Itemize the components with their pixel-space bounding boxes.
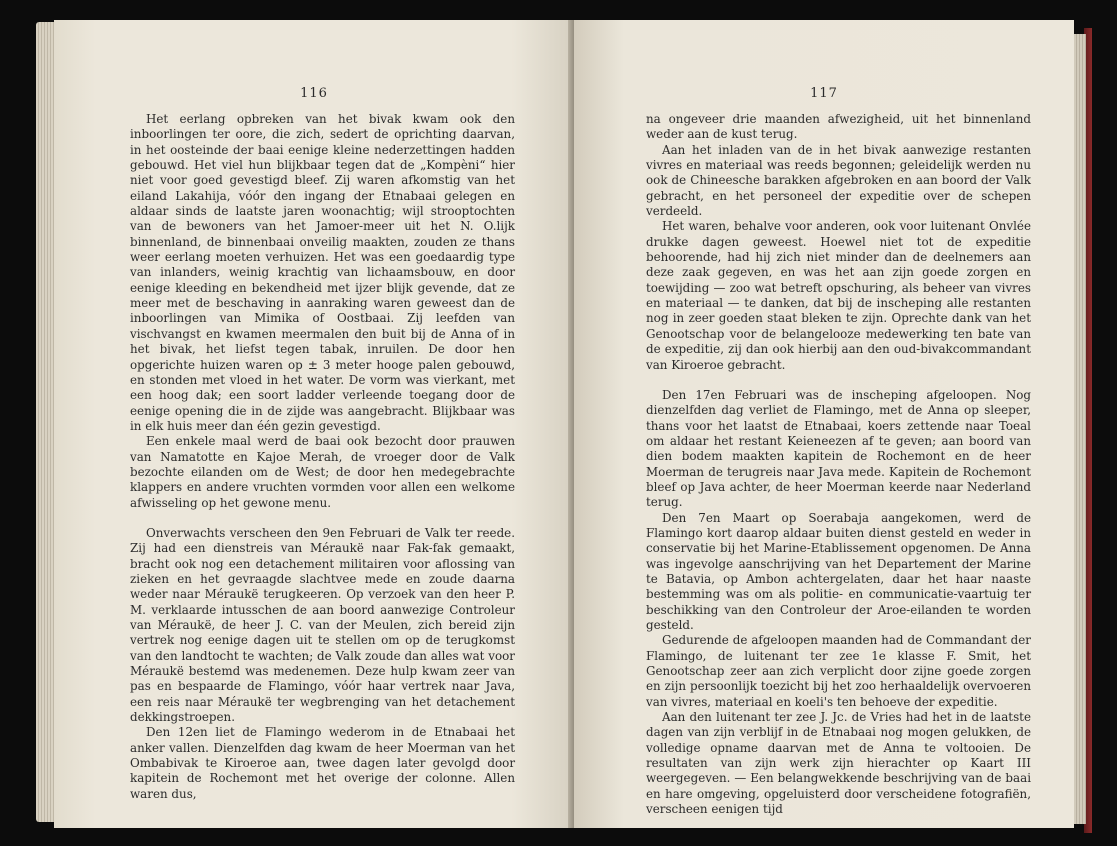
right-page-text xyxy=(646,112,1031,817)
paragraph: Het eerlang opbreken van het bivak kwam ook den inboorlingen ter oore, die zich, sedert de oprichting daarvan, in het oosteinde der baai eenige kleine nederzettingen hadden gebouwd. Het viel hun blijkbaar tegen dat de „Kompèni“ hier niet voor goed gevestigd bleef. Zij waren afkomstig van het eiland Lakahija, vóór den ingang der Etnabaai gelegen en aldaar sinds de laatste jaren woonachtig; wijl strooptochten van de bewoners van het Jamoer-meer uit het N. O.lijk binnenland, de binnenbaai onveilig maakten, zouden ze thans weer eerlang moeten verhuizen. Het was een goedaardig type van inlanders, weinig krachtig van lichaamsbouw, en door eenige kleeding en bekendheid met ijzer blijk gevende, dat ze meer met de beschaving in aanraking waren geweest dan de inboorlingen van Mimika of Oostbaai. Zij leefden van vischvangst en kwamen meermalen den buit bij de Anna of in het bivak, het liefst tegen tabak, inruilen. De door hen opgerichte huizen waren op ± 3 meter hooge palen gebouwd, en stonden met vloed in het water. De vorm was vierkant, met een hoog dak; een soort ladder verleende toegang door de eenige opening die in de zijde was aangebracht. Blijkbaar was in elk huis meer dan één gezin gevestigd. xyxy=(130,112,515,433)
paragraph: Het waren, behalve voor anderen, ook voor luitenant Onvlée drukke dagen geweest. Hoewel niet tot de expeditie behoorende, had hij zich niet minder dan de deelnemers aan deze zaak gegeven, en was het aan zijn goede zorgen en toewijding — zoo wat betreft opschuring, als beheer van vivres en materiaal — te danken, dat bij de inscheping alle restanten nog in zeer goeden staat bleken te zijn. Oprechte dank van het Genootschap voor de belangelooze medewerking ten bate van de expeditie, zij dan ook hierbij aan den oud-bivakcommandant van Kiroeroe gebracht. xyxy=(646,219,1031,372)
paragraph: na ongeveer drie maanden afwezigheid, uit het binnenland weder aan de kust terug. xyxy=(646,112,1031,142)
left-page-edges xyxy=(36,22,56,822)
page-number-right: 117 xyxy=(810,86,838,101)
paragraph: Gedurende de afgeloopen maanden had de Commandant der Flamingo, de luitenant ter zee 1e klasse F. Smit, het Genootschap zeer aan zich verplicht door zijne goede zorgen en zijn persoonlijk toezicht bij het zoo herhaaldelijk overvoeren van vivres, materiaal en koeli's ten behoeve der expeditie. xyxy=(646,633,1031,709)
paragraph: Onverwachts verscheen den 9en Februari de Valk ter reede. Zij had een dienstreis van Méraukë naar Fak-fak gemaakt, bracht ook nog een detachement militairen voor aflossing van zieken en het gevraagde slachtvee mede en zoude daarna weder naar Méraukë terugkeeren. Op verzoek van den heer P. M. verklaarde intusschen de aan boord aanwezige Controleur van Méraukë, de heer J. C. van der Meulen, zich bereid zijn vertrek nog eenige dagen uit te stellen om op de terugkomst van den landtocht te wachten; de Valk zoude dan alles wat voor Méraukë bestemd was medenemen. Deze hulp kwam zeer van pas en bespaarde de Flamingo, vóór haar vertrek naar Java, een reis naar Méraukë ter wegbrenging van het detachement dekkingstroepen. xyxy=(130,525,515,725)
paragraph: Aan den luitenant ter zee J. Jc. de Vries had het in de laatste dagen van zijn verblijf in de Etnabaai nog mogen gelukken, de volledige opname daarvan met de Anna te voltooien. De resultaten van zijn werk zijn hierachter op Kaart III weergegeven. — Een belangwekkende beschrijving van de baai en hare omgeving, opgeluisterd door verscheidene fotografiën, verscheen eenigen tijd xyxy=(646,710,1031,817)
left-page-text xyxy=(130,112,515,802)
paragraph: Een enkele maal werd de baai ook bezocht door prauwen van Namatotte en Kajoe Merah, de vroeger door de Valk bezochte eilanden om de West; de door hen medegebrachte klappers en andere vruchten vormden voor allen een welkome afwisseling op het gewone menu. xyxy=(130,434,515,510)
paragraph: Den 12en liet de Flamingo wederom in de Etnabaai het anker vallen. Dienzelfden dag kwam de heer Moerman van het Ombabivak te Kiroeroe aan, twee dagen later gevolgd door kapitein de Rochemont met het overige der colonne. Allen waren dus, xyxy=(130,725,515,801)
left-page xyxy=(54,20,574,828)
paragraph: Den 17en Februari was de inscheping afgeloopen. Nog dienzelfden dag verliet de Flamingo, met de Anna op sleeper, thans voor het laatst de Etnabaai, koers zettende naar Toeal om aldaar het restant Keieneezen af te geven; aan boord van dien bodem maakten kapitein de Rochemont en de heer Moerman de terugreis naar Java mede. Kapitein de Rochemont bleef op Java achter, de heer Moerman keerde naar Nederland terug. xyxy=(646,387,1031,510)
open-book xyxy=(32,12,1092,837)
right-page xyxy=(574,20,1074,828)
paragraph: Den 7en Maart op Soerabaja aangekomen, werd de Flamingo kort daarop aldaar buiten dienst gesteld en weder in conservatie bij het Marine-Etablissement opgenomen. De Anna was ingevolge aanschrijving van het Departement der Marine te Batavia, op Ambon achtergelaten, daar het haar naaste bestemming was om als politie- en communicatie-vaartuig ter beschikking van den Controleur der Aroe-eilanden te worden gesteld. xyxy=(646,510,1031,632)
page-number-left: 116 xyxy=(300,86,328,101)
paragraph: Aan het inladen van de in het bivak aanwezige restanten vivres en materiaal was reeds begonnen; geleidelijk werden nu ook de Chineesche barakken afgebroken en aan boord der Valk gebracht, en het personeel der expeditie over de schepen verdeeld. xyxy=(646,142,1031,219)
